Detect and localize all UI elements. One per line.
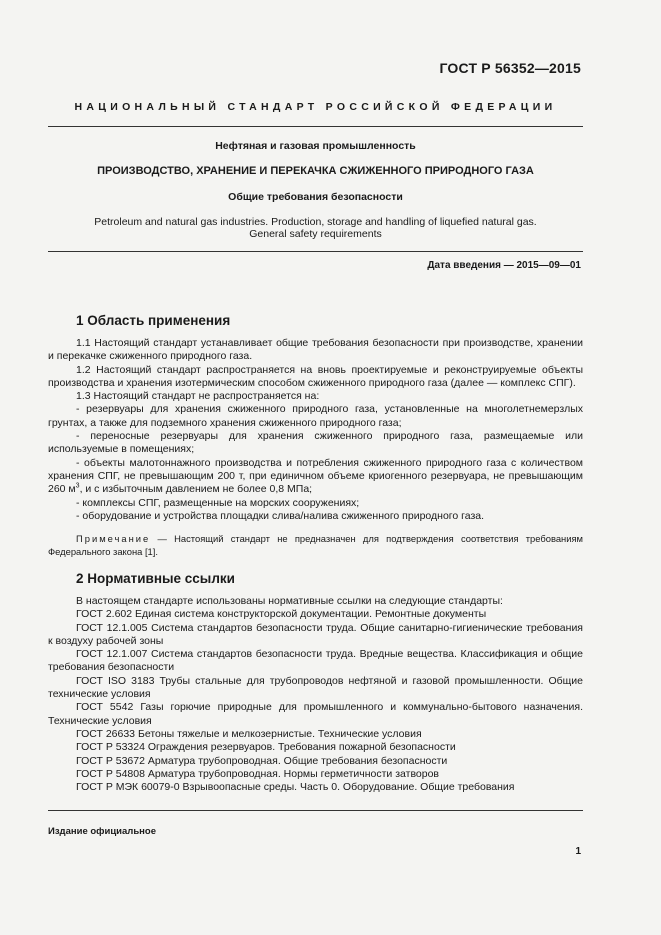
reference-item: ГОСТ 2.602 Единая система конструкторской документации. Ремонтные документы	[76, 608, 487, 621]
section1-heading: 1 Область применения	[76, 313, 231, 328]
industry-title: Нефтяная и газовая промышленность	[215, 140, 416, 152]
intro-date: Дата введения — 2015—09—01	[427, 260, 581, 271]
national-standard-title: НАЦИОНАЛЬНЫЙ СТАНДАРТ РОССИЙСКОЙ ФЕДЕРАЦИИ	[74, 101, 557, 113]
section2-body	[48, 595, 583, 794]
reference-item: ГОСТ 12.1.005 Система стандартов безопасности труда. Общие санитарно-гигиенические требования к воздуху рабочей зоны	[48, 621, 583, 647]
section1-body	[48, 337, 583, 559]
note-text: — Настоящий стандарт не предназначен для подтверждения соответствия требованиям Федерального закона [1].	[48, 533, 583, 558]
reference-item: ГОСТ Р 53324 Ограждения резервуаров. Требования пожарной безопасности	[76, 741, 456, 754]
english-title-line2: General safety requirements	[249, 228, 382, 240]
reference-item: ГОСТ ISO 3183 Трубы стальные для трубопроводов нефтяной и газовой промышленности. Общие технические условия	[48, 674, 583, 701]
exclusion-item: - переносные резервуары для хранения сжиженного природного газа, размещаемые или используемые в помещениях;	[48, 430, 583, 456]
exclusion-item: - резервуары для хранения сжиженного природного газа, установленные на многолетнемерзлых грунтах, а также для подземного хранения сжиженного природного газа;	[48, 403, 583, 429]
exclusion-item: - объекты малотоннажного производства и потребления сжиженного природного газа с количеством хранения СПГ, не превышающим 200 т, при единичном объеме криогенного резервуара, не превышающим 260 $м^3$, и с избыточным давлением не более 0,8 МПа;	[48, 456, 583, 496]
english-title-line1: Petroleum and natural gas industries. Production, storage and handling of liquefied natural gas.	[94, 216, 537, 228]
paragraph-1-1: 1.1 Настоящий стандарт устанавливает общие требования безопасности при производстве, хранении и перекачке сжиженного природного газа.	[48, 337, 583, 363]
official-edition: Издание официальное	[48, 826, 156, 837]
note	[48, 532, 583, 559]
exclusion-item: - оборудование и устройства площадки слива/налива сжиженного природного газа.	[76, 509, 485, 522]
reference-item: ГОСТ Р 54808 Арматура трубопроводная. Нормы герметичности затворов	[76, 767, 440, 780]
reference-item: ГОСТ 26633 Бетоны тяжелые и мелкозернистые. Технические условия	[76, 727, 422, 740]
paragraph-1-3: 1.3 Настоящий стандарт не распространяется на:	[76, 390, 320, 403]
standard-id: ГОСТ Р 56352—2015	[439, 60, 581, 76]
page-number: 1	[575, 846, 581, 857]
paragraph-1-2: 1.2 Настоящий стандарт распространяется на вновь проектируемые и реконструируемые объекты производства и хранения изотермическим способом сжиженного природного газа (далее — комплекс СПГ).	[48, 363, 583, 389]
note-label: Примечание	[76, 533, 151, 545]
references-intro: В настоящем стандарте использованы нормативные ссылки на следующие стандарты:	[76, 595, 503, 607]
reference-item: ГОСТ 12.1.007 Система стандартов безопасности труда. Вредные вещества. Классификация и общие требования безопасности	[48, 648, 583, 674]
footer-rule	[48, 810, 583, 811]
reference-item: ГОСТ 5542 Газы горючие природные для промышленного и коммунально-бытового назначения. Технические условия	[48, 701, 583, 727]
header-rule	[48, 126, 583, 127]
title-rule	[48, 251, 583, 252]
reference-item: ГОСТ Р МЭК 60079-0 Взрывоопасные среды. Часть 0. Оборудование. Общие требования	[76, 781, 515, 794]
reference-item: ГОСТ Р 53672 Арматура трубопроводная. Общие требования безопасности	[76, 754, 448, 767]
exclusion-item: - комплексы СПГ, размещенные на морских сооружениях;	[76, 496, 360, 509]
subtitle: Общие требования безопасности	[228, 191, 403, 203]
section2-heading: 2 Нормативные ссылки	[76, 571, 235, 586]
main-title: ПРОИЗВОДСТВО, ХРАНЕНИЕ И ПЕРЕКАЧКА СЖИЖЕННОГО ПРИРОДНОГО ГАЗА	[97, 165, 534, 177]
